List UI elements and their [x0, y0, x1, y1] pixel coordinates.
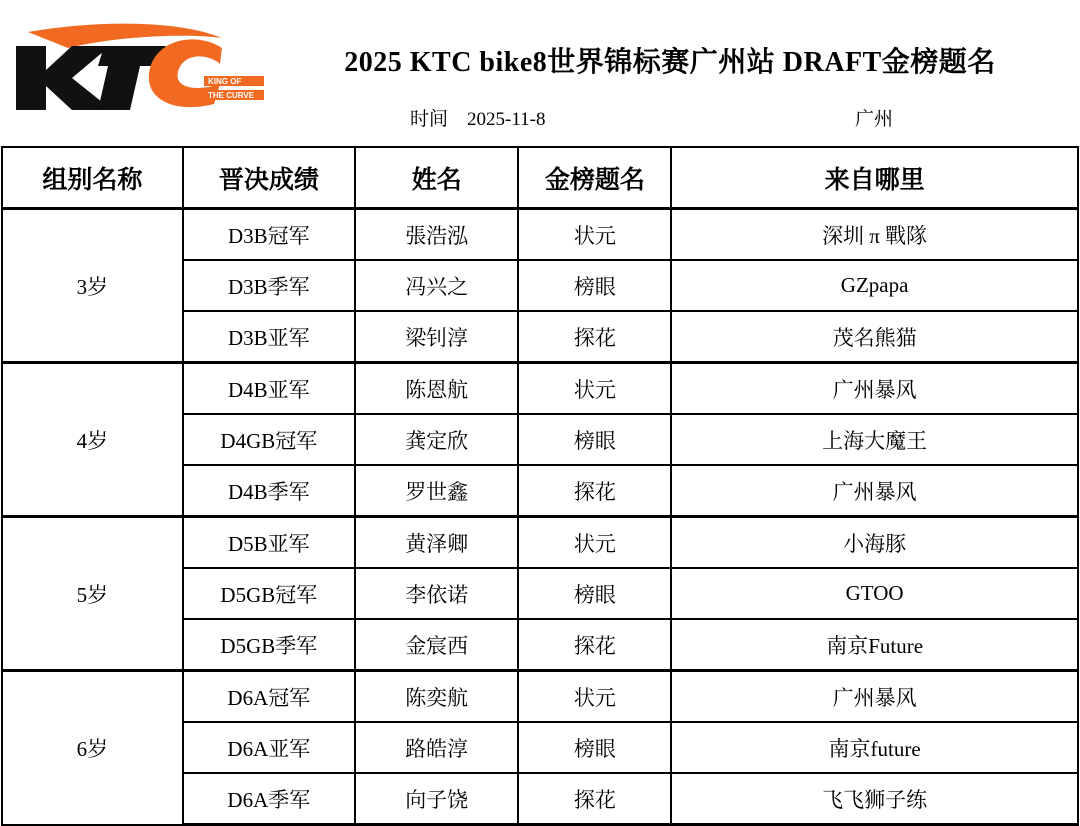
from-cell: 广州暴风: [671, 363, 1078, 415]
name-cell: 路皓淳: [355, 722, 519, 773]
table-body: [2, 209, 1078, 825]
result-cell: D5GB冠军: [183, 568, 355, 619]
event-date-label: 时间: [410, 109, 449, 130]
result-cell: D6A冠军: [183, 671, 355, 723]
column-header-group: 组别名称: [2, 147, 183, 209]
column-header-name: 姓名: [355, 147, 519, 209]
page-title: 2025 KTC bike8世界锦标赛广州站 DRAFT金榜题名: [344, 47, 996, 78]
result-cell: D6A亚军: [183, 722, 355, 773]
event-date-value: 2025-11-8: [467, 109, 546, 130]
document-header: [0, 0, 1080, 146]
header-subline: [270, 104, 1070, 134]
name-cell: 張浩泓: [355, 209, 519, 261]
table-row: [2, 671, 1078, 723]
ranking-table: [1, 146, 1079, 826]
event-place: 广州: [855, 109, 894, 130]
group-cell: 4岁: [2, 363, 183, 517]
from-cell: 南京Future: [671, 619, 1078, 671]
column-header-from: 来自哪里: [671, 147, 1078, 209]
rank-cell: 榜眼: [518, 722, 671, 773]
name-cell: 罗世鑫: [355, 465, 519, 517]
result-cell: D4B亚军: [183, 363, 355, 415]
group-cell: 3岁: [2, 209, 183, 363]
table-row: [2, 363, 1078, 415]
from-cell: 南京future: [671, 722, 1078, 773]
result-cell: D4GB冠军: [183, 414, 355, 465]
result-cell: D3B冠军: [183, 209, 355, 261]
group-cell: 5岁: [2, 517, 183, 671]
result-cell: D3B季军: [183, 260, 355, 311]
result-cell: D5GB季军: [183, 619, 355, 671]
from-cell: 飞飞狮子练: [671, 773, 1078, 825]
logo-tagline-line1: KING OF: [208, 77, 242, 86]
name-cell: 陈奕航: [355, 671, 519, 723]
rank-cell: 状元: [518, 671, 671, 723]
column-header-rank: 金榜题名: [518, 147, 671, 209]
table-header-row: [2, 147, 1078, 209]
from-cell: 广州暴风: [671, 671, 1078, 723]
from-cell: 小海豚: [671, 517, 1078, 569]
table-row: [2, 209, 1078, 261]
result-cell: D5B亚军: [183, 517, 355, 569]
name-cell: 龚定欣: [355, 414, 519, 465]
from-cell: 广州暴风: [671, 465, 1078, 517]
name-cell: 黄泽卿: [355, 517, 519, 569]
rank-cell: 榜眼: [518, 260, 671, 311]
rank-cell: 榜眼: [518, 414, 671, 465]
result-cell: D4B季军: [183, 465, 355, 517]
column-header-result: 晋决成绩: [183, 147, 355, 209]
from-cell: GZpapa: [671, 260, 1078, 311]
rank-cell: 探花: [518, 465, 671, 517]
rank-cell: 探花: [518, 773, 671, 825]
result-cell: D3B亚军: [183, 311, 355, 363]
event-date: [410, 104, 545, 131]
table-header: [2, 147, 1078, 209]
from-cell: GTOO: [671, 568, 1078, 619]
rank-cell: 状元: [518, 209, 671, 261]
name-cell: 冯兴之: [355, 260, 519, 311]
name-cell: 陈恩航: [355, 363, 519, 415]
from-cell: 茂名熊猫: [671, 311, 1078, 363]
result-cell: D6A季军: [183, 773, 355, 825]
rank-cell: 状元: [518, 363, 671, 415]
name-cell: 向子饶: [355, 773, 519, 825]
logo-tagline-line2: THE CURVE: [208, 91, 255, 100]
group-cell: 6岁: [2, 671, 183, 825]
from-cell: 深圳 π 戰隊: [671, 209, 1078, 261]
table-row: [2, 517, 1078, 569]
name-cell: 梁钊淳: [355, 311, 519, 363]
rank-cell: 探花: [518, 619, 671, 671]
name-cell: 金宸西: [355, 619, 519, 671]
name-cell: 李依诺: [355, 568, 519, 619]
rank-cell: 探花: [518, 311, 671, 363]
from-cell: 上海大魔王: [671, 414, 1078, 465]
ktc-logo: [8, 18, 270, 118]
rank-cell: 状元: [518, 517, 671, 569]
rank-cell: 榜眼: [518, 568, 671, 619]
